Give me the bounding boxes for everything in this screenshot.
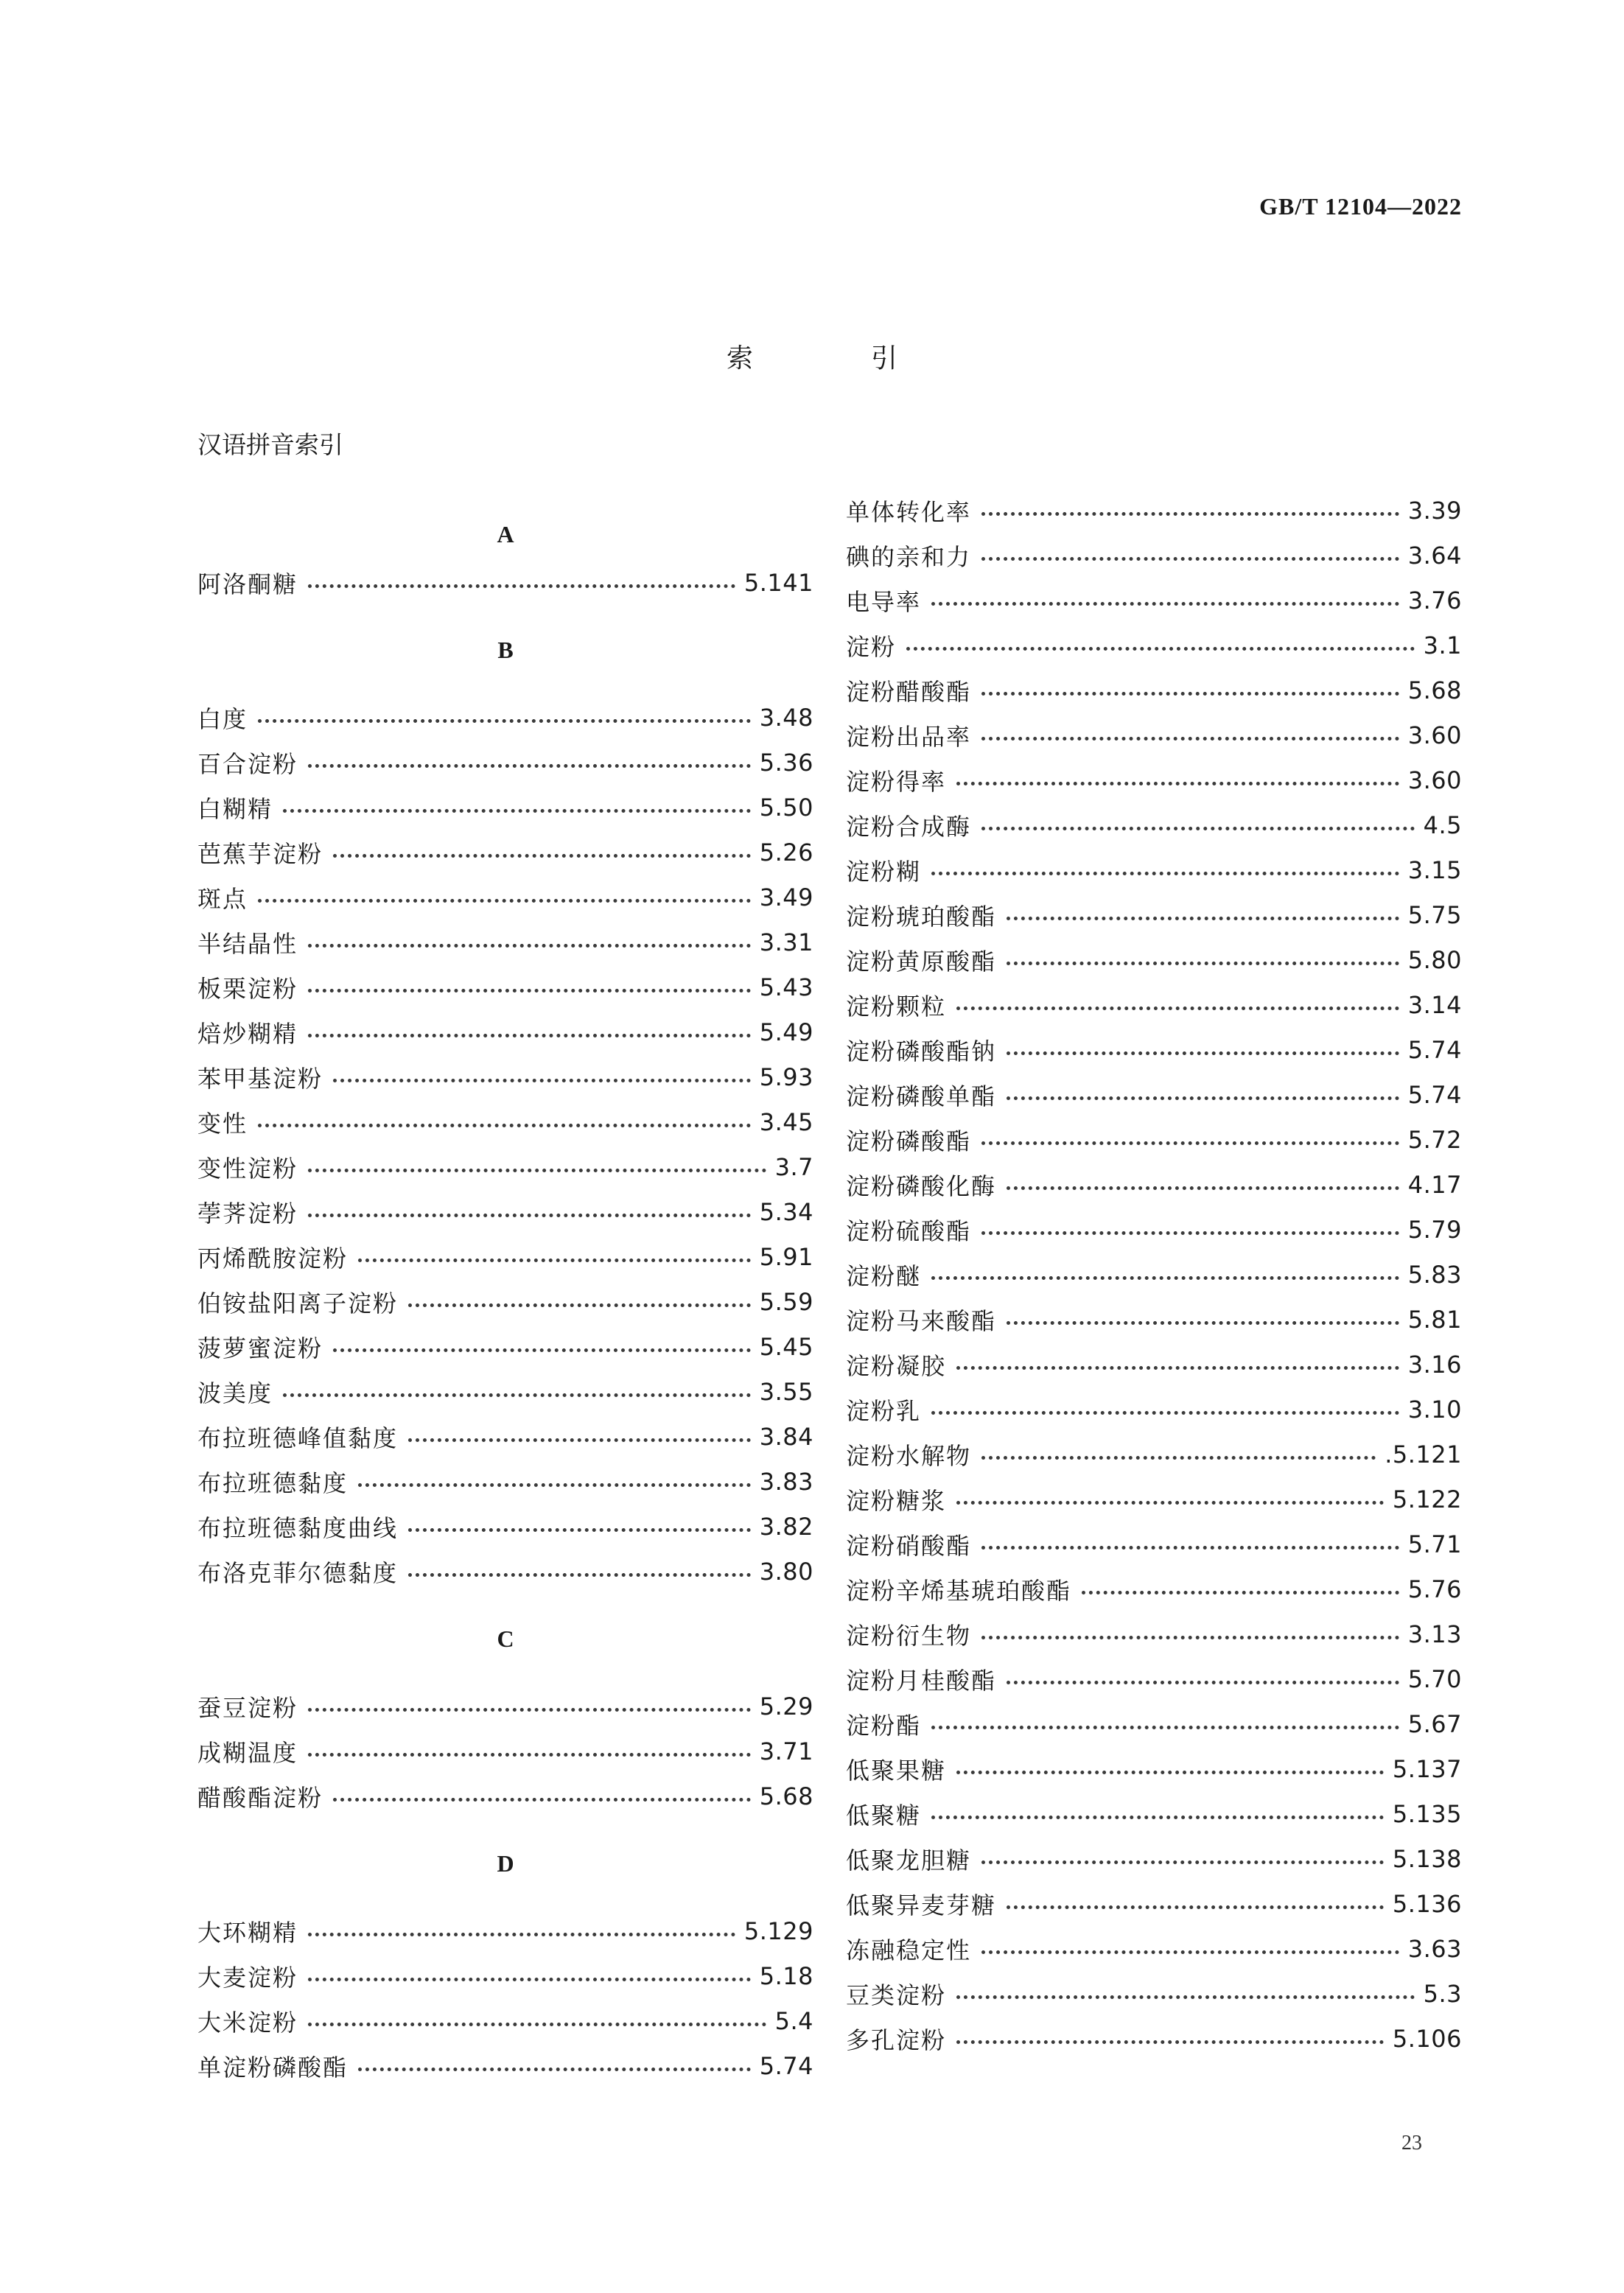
index-ref-number: 3.80 <box>759 1557 813 1586</box>
index-entry <box>846 488 1462 533</box>
index-ref-number: 3.15 <box>1407 855 1462 884</box>
index-term: 淀粉磷酸化酶 <box>846 1172 997 1200</box>
index-term: 淀粉出品率 <box>846 722 972 751</box>
index-term: 淀粉凝胶 <box>846 1351 947 1380</box>
dot-leader <box>358 1483 751 1487</box>
index-ref-number: 5.80 <box>1407 945 1462 974</box>
index-entry <box>846 1926 1462 1971</box>
index-ref-number: 5.106 <box>1392 2024 1462 2053</box>
index-entry <box>197 1774 813 1818</box>
index-term: 芭蕉芋淀粉 <box>197 839 323 868</box>
index-term: 淀粉乳 <box>846 1396 922 1425</box>
index-term: 板栗淀粉 <box>197 974 298 1003</box>
index-ref-number: 3.31 <box>759 928 813 956</box>
index-term: 大环糊精 <box>197 1918 298 1947</box>
dot-leader <box>308 1169 766 1172</box>
index-term: 淀粉琥珀酸酯 <box>846 902 997 931</box>
index-entry <box>846 1117 1462 1162</box>
index-entry <box>846 1027 1462 1072</box>
index-term: 变性淀粉 <box>197 1154 298 1183</box>
index-entry <box>197 1054 813 1099</box>
index-ref-number: 3.14 <box>1407 990 1462 1019</box>
index-ref-number: 5.34 <box>759 1197 813 1226</box>
index-entry <box>197 1234 813 1279</box>
dot-leader <box>981 1456 1376 1460</box>
index-ref-number: 5.91 <box>759 1242 813 1271</box>
index-entry <box>846 982 1462 1027</box>
index-entry <box>846 578 1462 623</box>
index-term: 淀粉 <box>846 632 897 661</box>
dot-leader <box>981 1141 1399 1145</box>
dot-leader <box>308 1214 751 1217</box>
index-term: 淀粉颗粒 <box>846 992 947 1021</box>
dot-leader <box>931 1816 1384 1819</box>
section-b-entries <box>197 695 813 1594</box>
dot-leader <box>956 2040 1384 2044</box>
index-ref-number: 5.45 <box>759 1332 813 1361</box>
index-term: 布拉班德峰值黏度 <box>197 1424 399 1452</box>
index-entry <box>846 668 1462 713</box>
index-entry <box>846 1162 1462 1207</box>
index-entry <box>846 623 1462 668</box>
index-term: 淀粉糊 <box>846 857 922 886</box>
index-ref-number: 5.59 <box>759 1287 813 1316</box>
index-entry <box>197 1369 813 1414</box>
index-entry <box>197 1099 813 1144</box>
index-entry <box>846 1432 1462 1477</box>
index-ref-number: 5.67 <box>1407 1709 1462 1738</box>
dot-leader <box>258 899 751 903</box>
index-ref-number: 3.63 <box>1407 1934 1462 1963</box>
dot-leader <box>981 1546 1399 1550</box>
dot-leader <box>931 1411 1399 1415</box>
dot-leader <box>931 872 1399 875</box>
index-subtitle: 汉语拼音索引 <box>197 430 343 459</box>
index-ref-number: 3.49 <box>759 883 813 911</box>
index-term: 淀粉马来酸酯 <box>846 1306 997 1335</box>
index-term: 淀粉衍生物 <box>846 1621 972 1650</box>
index-ref-number: 5.76 <box>1407 1575 1462 1603</box>
index-ref-number: 3.45 <box>759 1107 813 1136</box>
dot-leader <box>308 1933 735 1936</box>
index-ref-number: 3.71 <box>759 1737 813 1765</box>
index-ref-number: 5.93 <box>759 1063 813 1091</box>
index-entry <box>846 802 1462 847</box>
right-index-column <box>846 488 1462 2061</box>
index-ref-number: 5.29 <box>759 1692 813 1720</box>
index-entry <box>846 533 1462 578</box>
section-a-entries <box>197 560 813 605</box>
dot-leader <box>981 737 1399 741</box>
index-term: 淀粉得率 <box>846 767 947 796</box>
dot-leader <box>1007 1321 1399 1325</box>
index-ref-number: 5.79 <box>1407 1215 1462 1244</box>
index-term: 苯甲基淀粉 <box>197 1064 323 1093</box>
index-ref-number: 3.76 <box>1407 586 1462 615</box>
index-term: 淀粉硝酸酯 <box>846 1531 972 1560</box>
index-entry <box>197 920 813 965</box>
dot-leader <box>1082 1591 1399 1594</box>
dot-leader <box>981 1636 1399 1639</box>
index-term: 白糊精 <box>197 794 273 823</box>
section-d-entries <box>197 1908 813 2088</box>
index-ref-number: 5.83 <box>1407 1260 1462 1289</box>
index-term: 半结晶性 <box>197 929 298 958</box>
index-entry <box>846 1881 1462 1926</box>
index-term: 单体转化率 <box>846 497 972 526</box>
dot-leader <box>981 827 1415 830</box>
index-ref-number: 3.48 <box>759 703 813 732</box>
dot-leader <box>981 1860 1384 1864</box>
dot-leader <box>408 1528 751 1532</box>
index-ref-number: 3.60 <box>1407 766 1462 794</box>
index-entry <box>846 757 1462 802</box>
index-ref-number: 5.18 <box>759 1961 813 1990</box>
index-term: 多孔淀粉 <box>846 2026 947 2054</box>
index-entry <box>197 1549 813 1594</box>
index-ref-number: 3.39 <box>1407 496 1462 525</box>
dot-leader <box>1007 1905 1384 1909</box>
index-term: 淀粉硫酸酯 <box>846 1216 972 1245</box>
dot-leader <box>308 1753 751 1757</box>
index-ref-number: 3.10 <box>1407 1395 1462 1424</box>
index-entry <box>846 1611 1462 1656</box>
dot-leader <box>956 1771 1384 1774</box>
index-ref-number: 4.17 <box>1407 1170 1462 1199</box>
index-entry <box>846 2016 1462 2061</box>
index-term: 淀粉醋酸酯 <box>846 677 972 706</box>
index-term: 冻融稳定性 <box>846 1936 972 1964</box>
standard-code: GB/T 12104—2022 <box>1259 193 1462 220</box>
index-entry <box>197 740 813 785</box>
index-ref-number: 5.68 <box>759 1782 813 1810</box>
index-entry <box>197 1414 813 1459</box>
index-entry <box>197 1144 813 1189</box>
index-ref-number: 3.1 <box>1423 631 1462 659</box>
index-term: 淀粉糖浆 <box>846 1486 947 1515</box>
left-index-column <box>197 508 813 2088</box>
index-term: 淀粉酯 <box>846 1711 922 1740</box>
dot-leader <box>1007 1186 1399 1190</box>
dot-leader <box>333 1798 751 1802</box>
index-ref-number: 5.26 <box>759 838 813 867</box>
index-term: 淀粉月桂酸酯 <box>846 1666 997 1695</box>
index-term: 单淀粉磷酸酯 <box>197 2053 349 2082</box>
index-ref-number: 5.74 <box>759 2051 813 2080</box>
index-ref-number: 5.36 <box>759 748 813 777</box>
index-ref-number: 5.43 <box>759 973 813 1001</box>
index-term: 淀粉黄原酸酯 <box>846 947 997 976</box>
index-ref-number: 5.72 <box>1407 1125 1462 1154</box>
index-ref-number: 5.136 <box>1392 1889 1462 1918</box>
index-ref-number: 5.68 <box>1407 676 1462 704</box>
index-ref-number: 5.71 <box>1407 1530 1462 1558</box>
index-ref-number: 5.74 <box>1407 1080 1462 1109</box>
dot-leader <box>931 1726 1399 1729</box>
index-entry <box>197 695 813 740</box>
right-column-entries <box>846 488 1462 2061</box>
dot-leader <box>258 1124 751 1127</box>
index-term: 低聚异麦芽糖 <box>846 1891 997 1919</box>
index-ref-number: 3.16 <box>1407 1350 1462 1379</box>
index-ref-number: 5.3 <box>1423 1979 1462 2008</box>
index-entry <box>846 937 1462 982</box>
index-term: 成糊温度 <box>197 1738 298 1767</box>
index-entry <box>197 1324 813 1369</box>
index-term: 豆类淀粉 <box>846 1981 947 2009</box>
dot-leader <box>308 1708 751 1712</box>
index-entry <box>846 892 1462 937</box>
index-ref-number: 5.141 <box>743 568 813 597</box>
dot-leader <box>981 1231 1399 1235</box>
index-ref-number: 5.135 <box>1392 1799 1462 1828</box>
index-term: 斑点 <box>197 884 248 913</box>
dot-leader <box>308 1978 751 1981</box>
section-letter-a: A <box>497 521 514 547</box>
index-term: 波美度 <box>197 1379 273 1407</box>
index-ref-number: 5.75 <box>1407 900 1462 929</box>
index-entry <box>197 2043 813 2088</box>
index-term: 淀粉磷酸单酯 <box>846 1082 997 1110</box>
index-ref-number: 3.55 <box>759 1377 813 1406</box>
dot-leader <box>1007 1096 1399 1100</box>
index-entry <box>846 1836 1462 1881</box>
index-ref-number: 5.129 <box>743 1916 813 1945</box>
dot-leader <box>358 1258 751 1262</box>
index-entry <box>197 1189 813 1234</box>
index-term: 低聚龙胆糖 <box>846 1846 972 1874</box>
index-term: 布洛克菲尔德黏度 <box>197 1558 399 1587</box>
index-term: 变性 <box>197 1109 248 1138</box>
index-ref-number: 3.7 <box>774 1152 813 1181</box>
index-ref-number: 3.64 <box>1407 541 1462 570</box>
index-ref-number: .5.121 <box>1385 1440 1462 1468</box>
index-entry <box>846 1477 1462 1522</box>
dot-leader <box>956 782 1399 785</box>
index-ref-number: 5.70 <box>1407 1664 1462 1693</box>
index-term: 丙烯酰胺淀粉 <box>197 1244 349 1272</box>
dot-leader <box>981 557 1399 561</box>
index-entry <box>846 1387 1462 1432</box>
index-entry <box>846 847 1462 892</box>
dot-leader <box>408 1303 751 1307</box>
index-term: 布拉班德黏度曲线 <box>197 1513 399 1542</box>
index-ref-number: 3.84 <box>759 1422 813 1451</box>
index-entry <box>846 1297 1462 1342</box>
index-term: 大米淀粉 <box>197 2008 298 2037</box>
dot-leader <box>258 719 751 723</box>
dot-leader <box>283 1393 751 1397</box>
index-entry <box>846 1072 1462 1117</box>
index-term: 淀粉醚 <box>846 1261 922 1290</box>
dot-leader <box>1007 1051 1399 1055</box>
index-entry <box>846 1746 1462 1791</box>
index-ref-number: 3.60 <box>1407 721 1462 749</box>
dot-leader <box>308 764 751 768</box>
section-letter-b: B <box>497 637 514 663</box>
index-entry <box>846 1342 1462 1387</box>
dot-leader <box>931 1276 1399 1280</box>
index-entry <box>197 965 813 1009</box>
index-ref-number: 5.49 <box>759 1018 813 1046</box>
dot-leader <box>358 2068 751 2071</box>
index-term: 淀粉水解物 <box>846 1441 972 1470</box>
index-term: 醋酸酯淀粉 <box>197 1783 323 1812</box>
index-ref-number: 3.13 <box>1407 1620 1462 1648</box>
dot-leader <box>308 944 751 948</box>
index-term: 伯铵盐阳离子淀粉 <box>197 1289 399 1317</box>
index-term: 白度 <box>197 704 248 733</box>
index-term: 布拉班德黏度 <box>197 1468 349 1497</box>
index-ref-number: 3.83 <box>759 1467 813 1496</box>
index-term: 淀粉磷酸酯 <box>846 1127 972 1155</box>
index-term: 荸荠淀粉 <box>197 1199 298 1228</box>
index-entry <box>846 1791 1462 1836</box>
index-entry <box>846 1566 1462 1611</box>
dot-leader <box>1007 962 1399 965</box>
index-term: 淀粉辛烯基琥珀酸酯 <box>846 1576 1072 1605</box>
page-number: 23 <box>1401 2132 1422 2154</box>
dot-leader <box>408 1573 751 1577</box>
dot-leader <box>956 1007 1399 1010</box>
index-term: 电导率 <box>846 587 922 616</box>
index-entry <box>197 1504 813 1549</box>
section-c-entries <box>197 1684 813 1818</box>
index-entry <box>197 875 813 920</box>
index-entry <box>197 1953 813 1998</box>
index-entry <box>197 1729 813 1774</box>
dot-leader <box>956 1501 1384 1505</box>
index-term: 百合淀粉 <box>197 749 298 778</box>
dot-leader <box>956 1995 1415 1999</box>
dot-leader <box>333 854 751 858</box>
index-term: 阿洛酮糖 <box>197 570 298 598</box>
dot-leader <box>956 1366 1399 1370</box>
dot-leader <box>333 1079 751 1082</box>
index-term: 碘的亲和力 <box>846 542 972 571</box>
section-letter-d: D <box>497 1850 514 1877</box>
section-letter-c: C <box>497 1625 514 1652</box>
index-entry <box>846 1701 1462 1746</box>
dot-leader <box>981 512 1399 516</box>
index-entry <box>846 713 1462 757</box>
index-entry <box>197 1998 813 2043</box>
index-ref-number: 5.138 <box>1392 1844 1462 1873</box>
dot-leader <box>1007 917 1399 920</box>
dot-leader <box>283 809 751 813</box>
dot-leader <box>308 2023 766 2026</box>
dot-leader <box>981 692 1399 696</box>
index-entry <box>197 785 813 830</box>
index-entry <box>846 1252 1462 1297</box>
index-entry <box>197 830 813 875</box>
index-entry <box>197 1684 813 1729</box>
index-ref-number: 5.137 <box>1392 1754 1462 1783</box>
index-entry <box>846 1522 1462 1566</box>
index-entry <box>197 1009 813 1054</box>
index-ref-number: 5.4 <box>774 2006 813 2035</box>
index-ref-number: 5.50 <box>759 793 813 822</box>
dot-leader <box>308 989 751 993</box>
dot-leader <box>981 1950 1399 1954</box>
dot-leader <box>308 1034 751 1037</box>
dot-leader <box>906 647 1415 651</box>
index-entry <box>197 1459 813 1504</box>
index-term: 淀粉合成酶 <box>846 812 972 841</box>
index-term: 菠萝蜜淀粉 <box>197 1334 323 1362</box>
index-entry <box>846 1207 1462 1252</box>
index-entry <box>846 1656 1462 1701</box>
index-term: 大麦淀粉 <box>197 1963 298 1992</box>
index-ref-number: 4.5 <box>1423 811 1462 839</box>
index-ref-number: 3.82 <box>759 1512 813 1541</box>
index-entry <box>197 1908 813 1953</box>
page-title: 索引 <box>726 343 1015 374</box>
index-term: 低聚果糖 <box>846 1756 947 1785</box>
dot-leader <box>408 1438 751 1442</box>
dot-leader <box>308 584 735 588</box>
dot-leader <box>333 1348 751 1352</box>
index-term: 蚕豆淀粉 <box>197 1693 298 1722</box>
dot-leader <box>931 602 1399 606</box>
index-term: 淀粉磷酸酯钠 <box>846 1037 997 1065</box>
index-ref-number: 5.74 <box>1407 1035 1462 1064</box>
index-entry <box>197 1279 813 1324</box>
index-entry <box>197 560 813 605</box>
index-ref-number: 5.122 <box>1392 1485 1462 1513</box>
dot-leader <box>1007 1681 1399 1684</box>
index-entry <box>846 1971 1462 2016</box>
index-term: 焙炒糊精 <box>197 1019 298 1048</box>
index-term: 低聚糖 <box>846 1801 922 1830</box>
index-ref-number: 5.81 <box>1407 1305 1462 1334</box>
